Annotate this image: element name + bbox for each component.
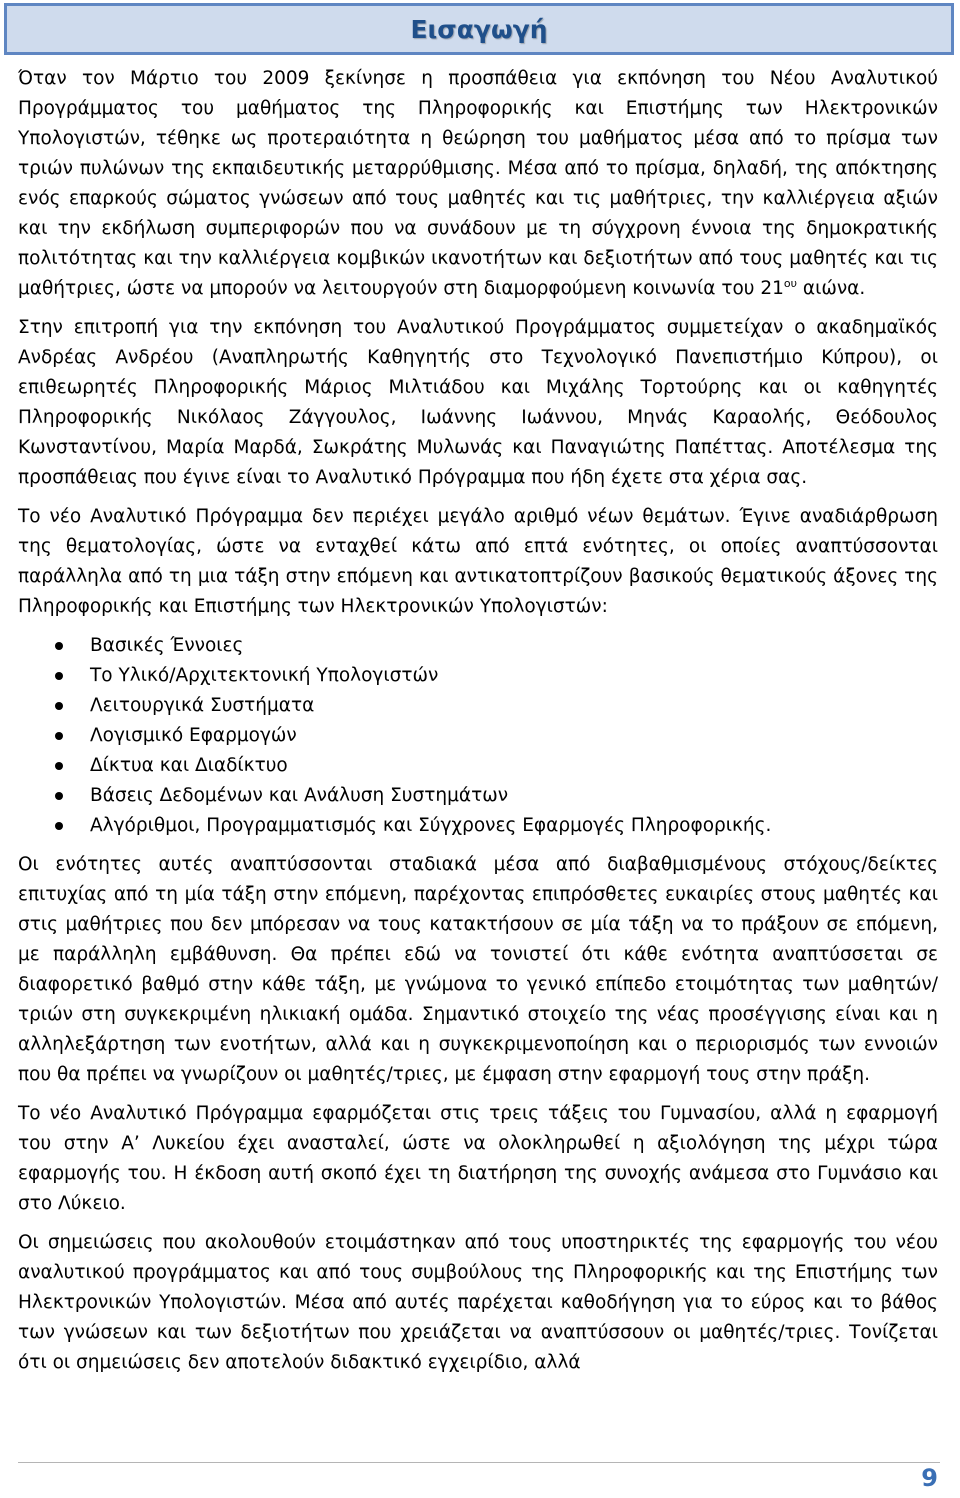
bullet-icon [55, 762, 63, 770]
list-item [18, 811, 938, 841]
paragraph-intro-text: Όταν τον Μάρτιο του 2009 ξεκίνησε η προσπάθεια για εκπόνηση του Νέου Αναλυτικού Προγράμματος του μαθήματος της Πληροφορικής και Επιστήμης των Ηλεκτρονικών Υπολογιστών, τέθηκε ως προτεραιότητα η θεώρηση του μαθήματος μέσα από το πρίσμα των τριών πυλώνων της εκπαιδευτικής μεταρρύθμισης. Μέσα από το πρίσμα, δηλαδή, της απόκτησης ενός επαρκούς σώματος γνώσεων από τους μαθητές και τις μαθήτριες, την καλλιέργεια αξιών και την εκδήλωση συμπεριφορών που να συνάδουν με τη σύγχρονη έννοια της δημοκρατικής πολιτότητας και την καλλιέργεια κομβικών ικανοτήτων και δεξιοτήτων από τους μαθητές και τις μαθήτριες, ώστε να μπορούν να λειτουργούν στη διαμορφούμενη κοινωνία του 21 [18, 68, 938, 299]
paragraph-new-curriculum: Το νέο Αναλυτικό Πρόγραμμα δεν περιέχει μεγάλο αριθμό νέων θεμάτων. Έγινε αναδιάρθρωση της θεματολογίας, ώστε να ενταχθεί κάτω από επτά ενότητες, οι οποίες αναπτύσσονται παράλληλα από τη μια τάξη στην επόμενη και αντικατοπτρίζουν βασικούς θεματικούς άξονες της Πληροφορικής και Επιστήμης των Ηλεκτρονικών Υπολογιστών: [18, 506, 938, 617]
list-item [18, 721, 938, 751]
page-number: 9 [921, 1464, 938, 1492]
list-item [18, 661, 938, 691]
list-item-label: Λογισμικό Εφαρμογών [90, 725, 297, 746]
paragraph-intro [18, 64, 938, 304]
list-item [18, 781, 938, 811]
list-item-label: Το Υλικό/Αρχιτεκτονική Υπολογιστών [90, 665, 439, 686]
section-title-box [4, 3, 954, 55]
bullet-icon [55, 822, 63, 830]
list-item [18, 751, 938, 781]
ordinal-superscript: ου [783, 276, 798, 290]
list-item-label: Αλγόριθμοι, Προγραμματισμός και Σύγχρονες Εφαρμογές Πληροφορικής. [90, 815, 772, 836]
list-item [18, 691, 938, 721]
bullet-icon [55, 672, 63, 680]
list-item-label: Βασικές Έννοιες [90, 635, 244, 656]
list-item-label: Λειτουργικά Συστήματα [90, 695, 315, 716]
bullet-icon [55, 732, 63, 740]
paragraph-units-development: Οι ενότητες αυτές αναπτύσσονται σταδιακά μέσα από διαβαθμισμένους στόχους/δείκτες επιτυχίας από τη μία τάξη στην επόμενη, παρέχοντας επιπρόσθετες ευκαιρίες στους μαθητές και στις μαθήτριες που δεν μπόρεσαν να τους κατακτήσουν σε μία τάξη να το πράξουν σε επόμενη, με παράλληλη εμβάθυνση. Θα πρέπει εδώ να τονιστεί ότι κάθε ενότητα αναπτύσσεται σε διαφορετικό βαθμό στην κάθε τάξη, με γνώμονα το γενικό επίπεδο ετοιμότητας των μαθητών/τριών στη συγκεκριμένη ηλικιακή ομάδα. Σημαντικό στοιχείο της νέας προσέγγισης είναι και η αλληλεξάρτηση των ενοτήτων, αλλά και η συγκεκριμενοποίηση και ο περιορισμός των εννοιών που θα πρέπει να γνωρίζουν οι μαθητές/τριες, με έμφαση στην εφαρμογή τους στην πράξη. [18, 854, 938, 1085]
list-item-label: Δίκτυα και Διαδίκτυο [90, 755, 288, 776]
bullet-icon [55, 792, 63, 800]
page-title: Εισαγωγή [410, 15, 548, 44]
footer-divider [18, 1462, 940, 1463]
units-list [18, 631, 938, 841]
paragraph-notes: Οι σημειώσεις που ακολουθούν ετοιμάστηκαν από τους υποστηρικτές της εφαρμογής του νέου αναλυτικού προγράμματος και από τους συμβούλους της Πληροφορικής και της Επιστήμης των Ηλεκτρονικών Υπολογιστών. Μέσα από αυτές παρέχεται καθοδήγηση για το εύρος και το βάθος των γνώσεων και των δεξιοτήτων που χρειάζεται να αναπτύσσουν οι μαθητές/τριες. Τονίζεται ότι οι σημειώσεις δεν αποτελούν διδακτικό εγχειρίδιο, αλλά [18, 1232, 938, 1373]
paragraph-committee: Στην επιτροπή για την εκπόνηση του Αναλυτικού Προγράμματος συμμετείχαν ο ακαδημαϊκός Ανδρέας Ανδρέου (Αναπληρωτής Καθηγητής στο Τεχνολογικό Πανεπιστήμιο Κύπρου), οι επιθεωρητές Πληροφορικής Μάριος Μιλτιάδου και Μιχάλης Τορτούρης και οι καθηγητές Πληροφορικής Νικόλαος Ζάγγουλος, Ιωάννης Ιωάννου, Μηνάς Καραολής, Θεόδουλος Κωνσταντίνου, Μαρία Μαρδά, Σωκράτης Μυλωνάς και Παναγιώτης Παπέττας. Αποτέλεσμα της προσπάθειας που έγινε είναι το Αναλυτικό Πρόγραμμα που ήδη έχετε στα χέρια σας. [18, 317, 938, 488]
bullet-icon [55, 702, 63, 710]
paragraph-application: Το νέο Αναλυτικό Πρόγραμμα εφαρμόζεται στις τρεις τάξεις του Γυμνασίου, αλλά η εφαρμογή του στην Α’ Λυκείου έχει ανασταλεί, ώστε να ολοκληρωθεί η αξιολόγηση της μέχρι τώρα εφαρμογής του. Η έκδοση αυτή σκοπό έχει τη διατήρηση της συνοχής ανάμεσα στο Γυμνάσιο και στο Λύκειο. [18, 1103, 938, 1214]
list-item-label: Βάσεις Δεδομένων και Ανάλυση Συστημάτων [90, 785, 509, 806]
document-body [18, 64, 938, 1387]
paragraph-intro-end: αιώνα. [797, 278, 866, 299]
list-item [18, 631, 938, 661]
bullet-icon [55, 642, 63, 650]
